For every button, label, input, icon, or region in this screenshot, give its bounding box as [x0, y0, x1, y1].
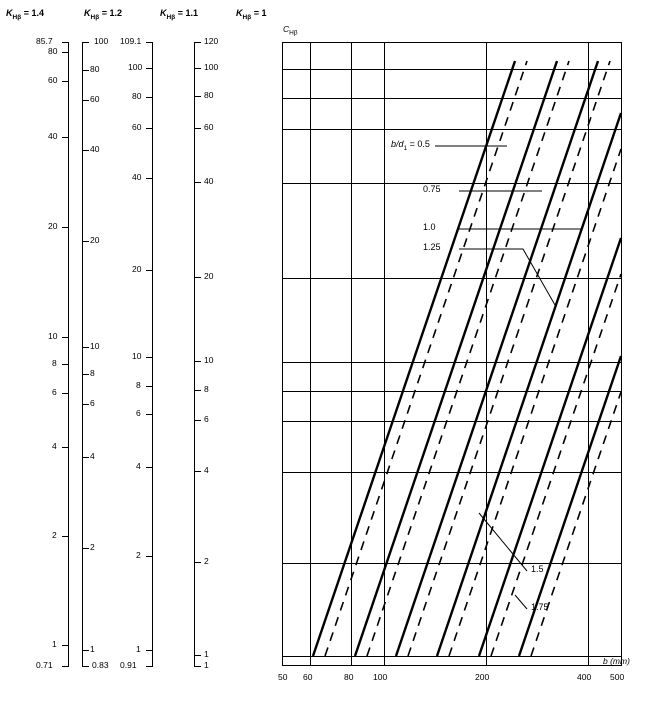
nomogram-scale-4-axis: [194, 42, 195, 666]
curve-1.25-solid: [437, 113, 621, 656]
annotation-bd1-sub: 1: [403, 144, 408, 152]
nomogram-scale-4-tick-1: 1: [204, 649, 209, 659]
nomogram-scale-2-tick-20: 20: [90, 235, 100, 245]
nomogram-header-4: [236, 8, 266, 21]
nomogram-header-1-symbol: K: [6, 8, 13, 18]
annotation-bd1-0.5: [391, 139, 430, 152]
nomogram-scale-2-tick-60: 60: [90, 94, 100, 104]
nomogram-scale-2-tick-10: 10: [90, 341, 100, 351]
nomogram-scale-4-tick-10: 10: [204, 355, 214, 365]
nomogram-scale-3-tick-2: 2: [136, 550, 141, 560]
x-axis-title-text: b (mm): [603, 656, 630, 666]
nomogram-scale-2-tick-40: 40: [90, 144, 100, 154]
nomogram-scale-2-tick-2: 2: [90, 542, 95, 552]
y-axis-title: [283, 24, 298, 37]
nomogram-scale-1-tick-60: 60: [48, 75, 58, 85]
nomogram-scale-2-top-value: 100: [94, 36, 109, 46]
x-tick-100: 100: [373, 672, 388, 682]
nomogram-scale-4-top-value: 120: [204, 36, 219, 46]
nomogram-scale-3-tick-10: 10: [132, 351, 142, 361]
leader-1.25: [459, 249, 555, 305]
nomogram-header-3: [160, 8, 198, 21]
nomogram-header-1: [6, 8, 44, 21]
nomogram-header-2-symbol: K: [84, 8, 91, 18]
nomogram-header-4-sub: Hβ: [242, 13, 252, 21]
annotation-bd1-symbol: b/d: [391, 139, 404, 149]
curve-family: [283, 43, 623, 667]
nomogram-scale-1-tick-6: 6: [52, 387, 57, 397]
nomogram-header-3-sub: Hβ: [166, 13, 176, 21]
nomogram-scale-4-tick-80: 80: [204, 90, 214, 100]
nomogram-scale-4-tick-2: 2: [204, 556, 209, 566]
annotation-1.75: 1.75: [531, 602, 549, 612]
nomogram-scale-1-tick-20: 20: [48, 221, 58, 231]
nomogram-scale-3-tick-1: 1: [136, 644, 141, 654]
leader-1.75: [515, 595, 527, 609]
annotation-1.25: 1.25: [423, 242, 441, 252]
annotation-bd1-value: = 0.5: [409, 139, 430, 149]
nomogram-scale-3-tick-6: 6: [136, 408, 141, 418]
nomogram-header-2: [84, 8, 122, 21]
nomogram-header-2-value: = 1.2: [101, 8, 122, 18]
nomogram-scale-1-tick-8: 8: [52, 358, 57, 368]
y-axis-title-sub: Hβ: [289, 29, 298, 37]
nomogram-scale-3-tick-80: 80: [132, 91, 142, 101]
y-axis-title-symbol: C: [283, 24, 290, 34]
nomogram-scale-3-top-value: 109.1: [120, 36, 142, 46]
nomogram-scale-2-tick-8: 8: [90, 368, 95, 378]
x-tick-200: 200: [475, 672, 490, 682]
nomogram-scale-4-tick-8: 8: [204, 384, 209, 394]
nomogram-scale-4-tick-100: 100: [204, 62, 219, 72]
nomogram-scale-3-tick-60: 60: [132, 122, 142, 132]
nomogram-scale-4-tick-20: 20: [204, 271, 214, 281]
nomogram-scale-3-tick-8: 8: [136, 380, 141, 390]
nomogram-scale-1-tick-80: 80: [48, 46, 58, 56]
nomogram-scale-2-tick-4: 4: [90, 451, 95, 461]
x-tick-60: 60: [303, 672, 313, 682]
nomogram-scale-3-bottom-value: 0.91: [120, 660, 137, 670]
nomogram-scale-1-tick-4: 4: [52, 441, 57, 451]
nomogram-scale-2-axis: [82, 42, 83, 666]
curve-0.75-solid: [355, 61, 557, 656]
nomogram-scale-4-tick-40: 40: [204, 176, 214, 186]
nomogram-scale-2-bottom-value: 0.83: [92, 660, 109, 670]
x-tick-500: 500: [610, 672, 625, 682]
x-tick-50: 50: [278, 672, 288, 682]
nomogram-scale-1-tick-10: 10: [48, 331, 58, 341]
nomogram-scale-1-tick-1: 1: [52, 639, 57, 649]
nomogram-scale-2-tick-6: 6: [90, 398, 95, 408]
nomogram-scale-4-tick-6: 6: [204, 414, 209, 424]
nomogram-scale-1-tick-2: 2: [52, 530, 57, 540]
annotation-0.75: 0.75: [423, 184, 441, 194]
x-tick-400: 400: [577, 672, 592, 682]
chart-plot-area: [282, 42, 622, 666]
x-tick-80: 80: [344, 672, 354, 682]
nomogram-scale-3-tick-20: 20: [132, 264, 142, 274]
nomogram-scale-4-tick-60: 60: [204, 122, 214, 132]
nomogram-header-1-sub: Hβ: [12, 13, 22, 21]
curve-1.75-dashed: [531, 392, 621, 656]
curve-1.5-solid: [479, 238, 621, 656]
nomogram-scale-3-axis: [152, 42, 153, 666]
curve-1.25-dashed: [449, 149, 621, 656]
leader-1.5: [479, 513, 527, 571]
nomogram-scale-2-tick-1: 1: [90, 644, 95, 654]
nomogram-header-3-value: = 1.1: [177, 8, 198, 18]
nomogram-header-1-value: = 1.4: [23, 8, 44, 18]
nomogram-header-3-symbol: K: [160, 8, 167, 18]
x-axis-title: [603, 656, 630, 666]
nomogram-header-4-symbol: K: [236, 8, 243, 18]
nomogram-scale-4-tick-4: 4: [204, 465, 209, 475]
nomogram-header-4-value: = 1: [253, 8, 267, 18]
nomogram-scale-1-top-value: 85.7: [36, 36, 53, 46]
nomogram-scale-3-tick-100: 100: [128, 62, 143, 72]
nomogram-scale-1-bottom-value: 0.71: [36, 660, 53, 670]
nomogram-scale-3-tick-4: 4: [136, 461, 141, 471]
annotation-1.0: 1.0: [423, 222, 436, 232]
nomogram-scale-1-tick-40: 40: [48, 131, 58, 141]
nomogram-scale-4-bottom-value: 1: [204, 660, 209, 670]
nomogram-scale-2-tick-80: 80: [90, 64, 100, 74]
nomogram-scale-1-axis: [68, 42, 69, 666]
annotation-1.5: 1.5: [531, 564, 544, 574]
nomogram-header-2-sub: Hβ: [90, 13, 100, 21]
curve-1.5-dashed: [491, 274, 621, 656]
nomogram-scale-3-tick-40: 40: [132, 172, 142, 182]
